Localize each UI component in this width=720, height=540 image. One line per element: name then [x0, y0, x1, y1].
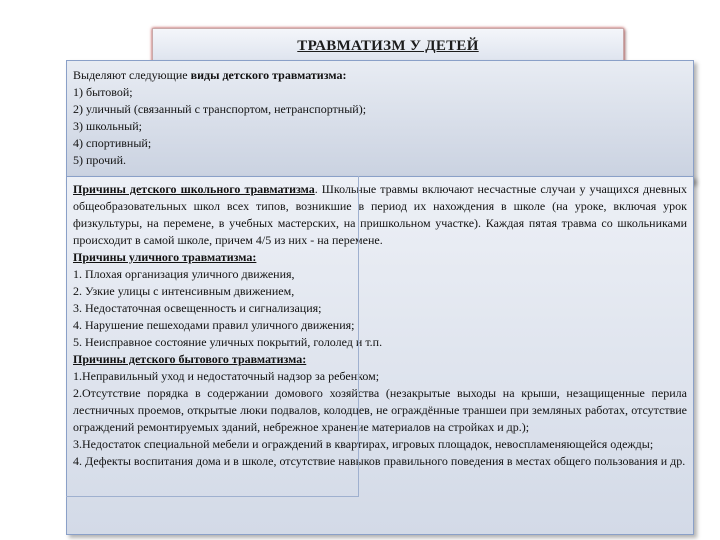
type-item: 4) спортивный; — [73, 136, 152, 150]
causes-box — [66, 176, 694, 535]
home-cause-item: 2.Отсутствие порядка в содержании домового хозяйства (незакрытые выходы на крыши, незащищенные перила лестничных проемов, открытые люки подвалов, колодцев, не ограждённые траншеи при земляных работах, отсутствие ограждений ремонтируемых зданий, небрежное хранение материалов на стройках и др.); — [73, 386, 687, 434]
street-cause-item: 3. Недостаточная освещенность и сигнализация; — [73, 301, 322, 315]
types-intro — [73, 67, 687, 84]
school-causes-paragraph — [73, 181, 687, 249]
type-item: 2) уличный (связанный с транспортом, нетранспортный); — [73, 102, 367, 116]
injury-types-box — [66, 60, 694, 183]
school-causes-text: . Школьные травмы включают несчастные случаи у учащихся дневных общеобразовательных школ всех типов, возникшие в период их нахождения в школе (на уроке, включая урок физкультуры, на перемене, в учебных мастерских, на пришкольном участке). Каждая пятая травма со школьниками происходит в самой школе, причем 4/5 из них - на перемене. — [73, 182, 687, 247]
street-cause-item: 1. Плохая организация уличного движения, — [73, 267, 295, 281]
school-causes-header: Причины детского школьного травматизма — [73, 182, 315, 196]
type-item: 5) прочий. — [73, 153, 126, 167]
street-causes-header: Причины уличного травматизма: — [73, 250, 257, 264]
type-item: 1) бытовой; — [73, 85, 133, 99]
types-intro-bold: виды детского травматизма: — [190, 68, 347, 82]
street-cause-item: 2. Узкие улицы с интенсивным движением, — [73, 284, 295, 298]
home-cause-item: 4. Дефекты воспитания дома и в школе, отсутствие навыков правильного поведения в местах общего пользования и др. — [73, 454, 686, 468]
title-banner — [152, 28, 624, 64]
home-causes-header: Причины детского бытового травматизма: — [73, 352, 307, 366]
page-title: ТРАВМАТИЗМ У ДЕТЕЙ — [297, 37, 479, 54]
type-item: 3) школьный; — [73, 119, 142, 133]
types-intro-plain: Выделяют следующие — [73, 68, 191, 82]
home-cause-item: 3.Недостаток специальной мебели и ограждений в квартирах, игровых площадок, невоспламеняющейся одежды; — [73, 437, 654, 451]
street-cause-item: 4. Нарушение пешеходами правил уличного движения; — [73, 318, 355, 332]
home-cause-item: 1.Неправильный уход и недостаточный надзор за ребенком; — [73, 369, 380, 383]
street-cause-item: 5. Неисправное состояние уличных покрытий, гололед и т.п. — [73, 335, 383, 349]
